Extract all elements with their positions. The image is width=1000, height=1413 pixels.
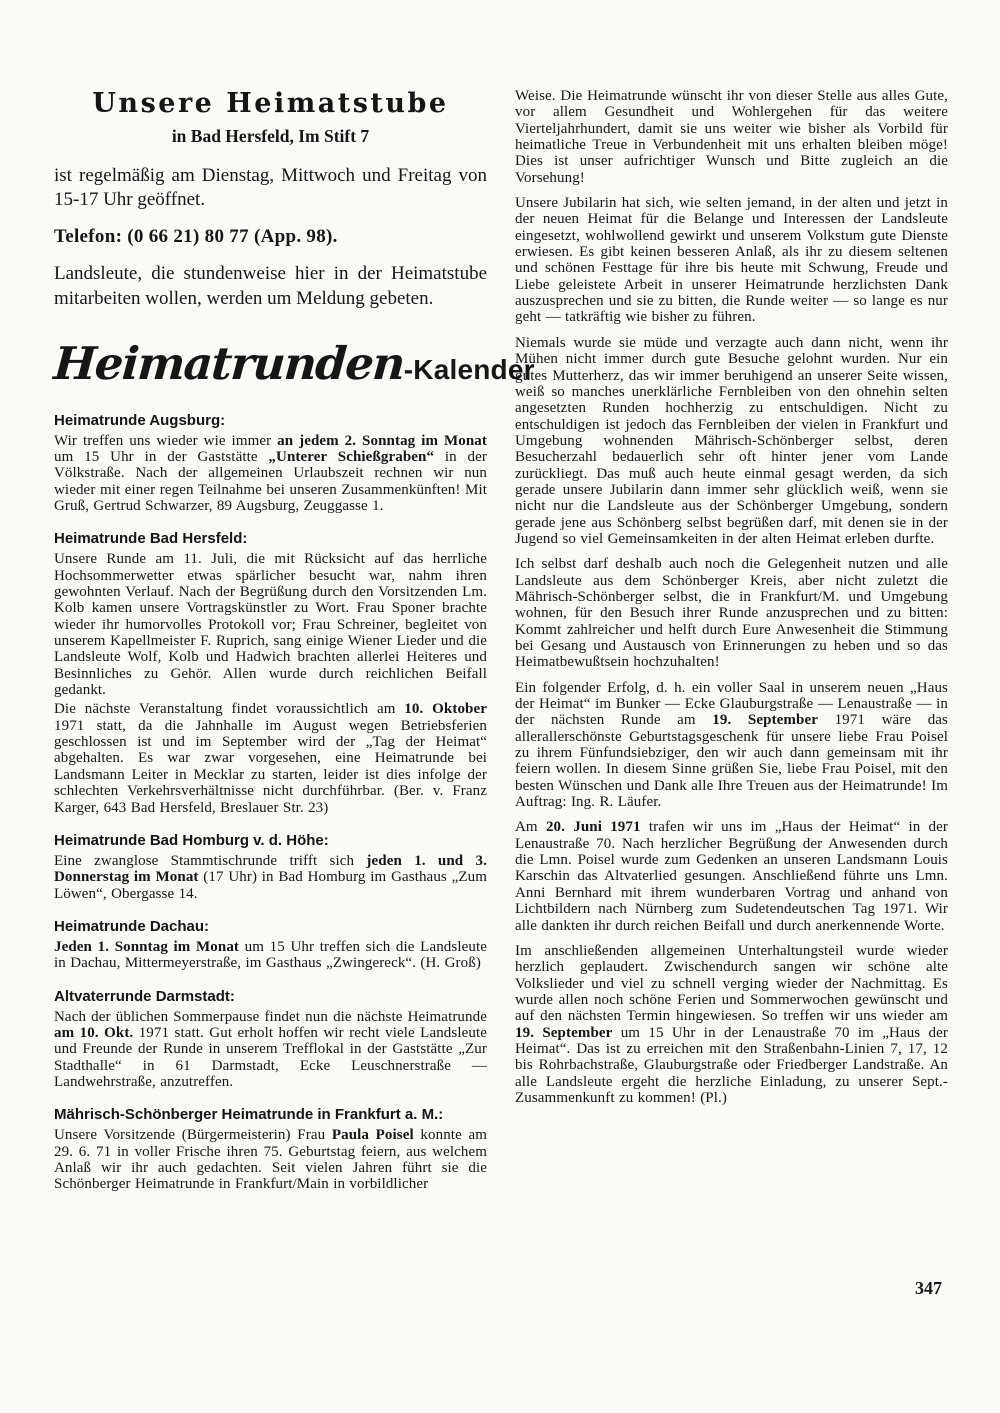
section-heading: Heimatrunde Bad Homburg v. d. Höhe: [54, 831, 329, 849]
section-heading: Heimatrunde Augsburg: [54, 411, 226, 429]
paragraph: Niemals wurde sie müde und verzagte auch dann nicht, wenn ihr Mühen nicht immer durch gute Besuche gelohnt wurden. Nur ein gutes Mutterherz, das wir immer beruhigend an unserer Seite wissen, weiß so manches unerklärliche Fernbleiben von den ohnehin selten angesetzten Runden hochherzig zu entschuldigen. Nicht zu entschuldigen ist jedoch das Fernbleiben der vielen in Frankfurt und Umgebung wohnenden Mährisch-Schönberger selbst, deren Besucherzahl bedauerlich sehr oft hinter jener vom Lande zurückliegt. Das muß auch heute einmal gesagt werden, da sich gerade unsere Jubilarin dann immer sehr glücklich weiß, wenn sie nicht nur die Landsleute aus der Schönberger Umgebung, sondern gerade jene aus Schönberg selbst begrüßen darf, mit denen sie in der Jugend so viel Gemeinsamkeiten in der alten Heimat erleben durfte. [515, 334, 948, 547]
paragraph: Am 20. Juni 1971 trafen wir uns im „Haus der Heimat“ in der Lenaustraße 70. Nach herzlicher Begrüßung der Anwesenden durch die Lmn. Poisel wurde zum Gedenken an unseren Landsmann Louis Karschin das Altvaterlied gesungen. Anschließend führte uns Lmn. Anni Bernhard mit ihrem wunderbaren Vortrag und anhand von Lichtbildern nach Nürnberg zum Sudetendeutschen Tag 1971. Wir alle dankten ihr durch reichen Beifall und durch anerkennende Worte. [515, 819, 948, 934]
section-dachau [54, 918, 487, 972]
heimatstube-notice [54, 88, 487, 311]
section-heading: Mährisch-Schönberger Heimatrunde in Frankfurt a. M.: [54, 1106, 444, 1124]
section-darmstadt [54, 988, 487, 1091]
section-bad-homburg [54, 832, 487, 902]
paragraph: Eine zwanglose Stammtischrunde trifft sich jeden 1. und 3. Donnerstag im Monat (17 Uhr) in Bad Homburg im Gasthaus „Zum Löwen“, Obergasse 14. [54, 852, 487, 902]
kalender-masthead-rest: -Kalender [403, 353, 535, 385]
heimatstube-subtitle: in Bad Hersfeld, Im Stift 7 [171, 126, 370, 146]
right-column [515, 88, 948, 1195]
kalender-masthead-script: Heimatrunden [52, 336, 406, 390]
heimatstube-note: Landsleute, die stundenweise hier in der Heimatstube mitarbeiten wollen, werden um Meldung gebeten. [54, 263, 487, 309]
page-number: 347 [915, 1278, 942, 1298]
paragraph: Wir treffen uns wieder wie immer an jedem 2. Sonntag im Monat um 15 Uhr in der Gaststätte „Unterer Schießgraben“ in der Völkstraße. Nach der allgemeinen Urlaubszeit rechnen wir nun wieder mit einer regen Teilnahme bei unseren Zusammenkünften! Mit Gruß, Gertrud Schwarzer, 89 Augsburg, Zeuggasse 1. [54, 432, 487, 514]
section-bad-hersfeld [54, 530, 487, 816]
paragraph: Nach der üblichen Sommerpause findet nun die nächste Heimatrunde am 10. Okt. 1971 statt. Gut erholt hoffen wir recht viele Landsleute und Freunde der Runde in unserem Trefflokal in der Gaststätte „Zur Stadthalle“ in 61 Darmstadt, Ecke Leuschnerstraße — Landwehrstraße, anzutreffen. [54, 1008, 487, 1090]
paragraph: Im anschließenden allgemeinen Unterhaltungsteil wurde wieder herzlich geplaudert. Zwischendurch sangen wir schöne alte Volkslieder und viel zu schnell verging wieder der Nachmittag. Es wurde allen noch schöne Ferien und Sommerwochen gewünscht und auf den nächsten Termin hingewiesen. So treffen wir uns wieder am 19. September um 15 Uhr in der Lenaustraße 70 im „Haus der Heimat“. Das ist zu erreichen mit den Straßenbahn-Linien 7, 17, 12 bis Rohrbachstraße, Glauburgstraße oder Friedberger Landstraße. An alle Landsleute ergeht die herzliche Einladung, zu unserer Sept.-Zusammenkunft zu kommen! (Pl.) [515, 942, 948, 1106]
section-heading: Heimatrunde Dachau: [54, 917, 210, 935]
paragraph: Weise. Die Heimatrunde wünscht ihr von dieser Stelle aus alles Gute, vor allem Gesundheit und Wohlergehen für das weitere Vierteljahrhundert, damit sie uns weiter wie bisher als Vorbild für heimatliche Treue in Verbundenheit mit uns erhalten bleiben möge! Dies ist unser aufrichtiger Wunsch und Bitte zugleich an die Vorsehung! [515, 88, 948, 186]
kalender-masthead [52, 336, 535, 390]
paragraph: Ein folgender Erfolg, d. h. ein voller Saal in unserem neuen „Haus der Heimat“ im Bunker — Ecke Glauburgstraße — Lenaustraße — in der nächsten Runde am 19. September 1971 wäre das allerallerschönste Geburtstagsgeschenk für unsere liebe Frau Poisel zu ihrem Fünfundsiebziger, den wir auch dann gemeinsam mit ihr feiern wollen. In diesem Sinne grüßen Sie, liebe Frau Poisel, mit den besten Wünschen und Dank alle Ihre Treuen aus der Heimatrunde! Im Auftrag: Ing. R. Läufer. [515, 679, 948, 811]
paragraph: Unsere Jubilarin hat sich, wie selten jemand, in der alten und jetzt in der neuen Heimat für die Belange und Interessen der Landsleute eingesetzt, wohlwollend gewirkt und unserem Volkstum gute Dienste erwiesen. Es gibt keinen besseren Anlaß, als ihr zu diesem seltenen und schönen Festtage für ihre bis heute mit Schwung, Freude und Liebe geleistete Arbeit in unserer Heimatrunde herzlichsten Dank auszusprechen und sie zu bitten, die Runde weiter — so lange es nur geht — tatkräftig wie bisher zu führen. [515, 195, 948, 326]
section-heading: Altvaterrunde Darmstadt: [54, 987, 235, 1005]
heimatstube-title: Unsere Heimatstube [92, 88, 449, 119]
paragraph: Unsere Vorsitzende (Bürgermeisterin) Frau Paula Poisel konnte am 29. 6. 71 in voller Frische ihren 75. Geburtstag feiern, aus welchem Anlaß wir ihr auch gedachten. Seit vielen Jahren führt sie die Schönberger Heimatrunde in Frankfurt/Main in vorbildlicher [54, 1127, 487, 1193]
heimatstube-hours: ist regelmäßig am Dienstag, Mittwoch und Freitag von 15-17 Uhr geöffnet. [54, 165, 487, 211]
heimatstube-phone: Telefon: (0 66 21) 80 77 (App. 98). [54, 226, 338, 248]
paragraph: Ich selbst darf deshalb auch noch die Gelegenheit nutzen und alle Landsleute aus dem Schönberger Kreis, aber nicht zuletzt die Mährisch-Schönberger selbst, die in Frankfurt/M. und Umgebung wohnen, für den Besuch ihrer Runde anzusprechen und zu bitten: Kommt zahlreicher und helft durch Eure Anwesenheit die Stimmung bei Gesang und Austausch von Erinnerungen zu heben und so das Heimatbewußtsein hochzuhalten! [515, 556, 948, 671]
paragraph: Jeden 1. Sonntag im Monat um 15 Uhr treffen sich die Landsleute in Dachau, Mittermeyerstraße, im Gasthaus „Zwingereck“. (H. Groß) [54, 938, 487, 972]
left-column [52, 88, 535, 1195]
paragraph: Die nächste Veranstaltung findet voraussichtlich am 10. Oktober 1971 statt, da die Jahnhalle im August wegen Betriebsferien geschlossen ist und im September wird der „Tag der Heimat“ abgehalten. Es war zwar vorgesehen, eine Heimatrunde bei Landsmann Leiter in Mecklar zu starten, leider ist dies infolge der schlechten Verkehrsverhältnisse nicht durchführbar. (Ber. v. Franz Karger, 643 Bad Hersfeld, Breslauer Str. 23) [54, 701, 487, 816]
section-heading: Heimatrunde Bad Hersfeld: [54, 530, 248, 548]
two-column-layout [54, 88, 948, 1195]
paragraph: Unsere Runde am 11. Juli, die mit Rücksicht auf das herrliche Hochsommerwetter etwas spärlicher besucht war, nahm ihren gewohnten Verlauf. Nach der Begrüßung durch den Vorsitzenden Lm. Kolb kamen unsere Vortragskünstler zu Wort. Frau Sponer brachte wieder ihr humorvolles Protokoll vor; Frau Schreiner, begleitet von unserem Kapellmeister F. Ruprich, sang einige Wiener Lieder und die Landsleute Wolf, Kolb und Hadwich brachten allerlei Heiteres und Besinnliches zu Gehör. Allen wurde durch reichlichen Beifall gedankt. [54, 551, 487, 699]
section-augsburg [54, 412, 487, 515]
section-frankfurt [54, 1106, 487, 1192]
